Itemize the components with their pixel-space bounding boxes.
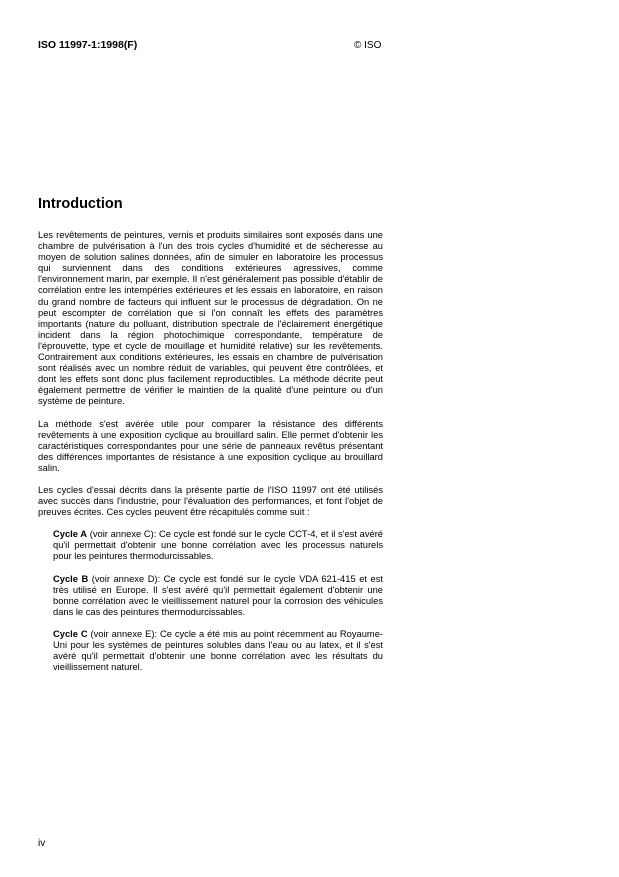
copyright-notice: © ISO: [354, 40, 382, 51]
cycle-b-label: Cycle B: [53, 573, 89, 584]
cycle-c-text: (voir annexe E): Ce cycle a été mis au point récemment au Royaume-Uni pour les systèmes de peintures solubles dans l'eau ou au latex, et il s'est avéré qu'il permettait d'obtenir une bonne corrélation avec les résultats du vieillissement naturel.: [53, 628, 383, 673]
document-id: ISO 11997-1:1998(F): [38, 39, 138, 51]
page-number: iv: [38, 838, 46, 849]
cycle-a-item: [53, 529, 383, 562]
section-title: Introduction: [38, 196, 123, 212]
cycle-c-label: Cycle C: [53, 628, 88, 639]
cycle-a-text: (voir annexe C): Ce cycle est fondé sur le cycle CCT-4, et il s'est avéré qu'il permettait d'obtenir une bonne corrélation avec les processus naturels pour les peintures thermodurcissables.: [53, 529, 384, 562]
paragraph: Les cycles d'essai décrits dans la présente partie de l'ISO 11997 ont été utilisés avec succès dans l'industrie, pour l'évaluation des performances, et font l'objet de preuves écrites. Ces cycles peuvent être récapitulés comme suit :: [38, 484, 383, 518]
cycle-c-item: [53, 629, 383, 673]
paragraph: Les revêtements de peintures, vernis et produits similaires sont exposés dans une chambre de pulvérisation à l'un des trois cycles d'humidité et de sécheresse au moyen de solution salines données, afin de simuler en laboratoire les processus qui surviennent dans des conditions extérieures agressives, comme l'environnement marin, par exemple. Il n'est généralement pas possible d'établir de corrélation entre les intempéries extérieures et les essais en laboratoire, en raison du grand nombre de facteurs qui influent sur le processus de dégradation. On ne peut escompter de corrélation que si l'on connaît les effets des paramètres importants (nature du polluant, distribution spectrale de l'éclairement énergétique incident dans la région photochimique correspondante, température de l'éprouvette, type et cycle de mouillage et humidité relative) sur les revêtements. Contrairement aux conditions extérieures, les essais en chambre de pulvérisation sont réalisés avec un nombre réduit de variables, qui peuvent être contrôlées, et dont les effets sont donc plus facilement reproductibles. La méthode décrite peut également permettre de vérifier le maintien de la qualité d'une peinture ou d'un système de peinture.: [38, 230, 383, 407]
cycle-b-text: (voir annexe D): Ce cycle est fondé sur le cycle VDA 621-415 et est très utilisé en Europe. Il s'est avéré qu'il permettait également d'obtenir une bonne corrélation avec le vieillissement naturel pour la corrosion des véhicules dans le cas des peintures thermodurcissables.: [53, 573, 383, 617]
body-text: [38, 230, 383, 684]
paragraph: La méthode s'est avérée utile pour comparer la résistance des différents revêtements à une exposition cyclique au brouillard salin. Elle permet d'obtenir les caractéristiques correspondantes pour une série de panneaux revêtus présentant des différences importantes de résistance à une exposition cyclique au brouillard salin.: [38, 418, 383, 473]
cycle-b-item: [53, 574, 383, 618]
cycle-a-label: Cycle A: [53, 529, 88, 540]
